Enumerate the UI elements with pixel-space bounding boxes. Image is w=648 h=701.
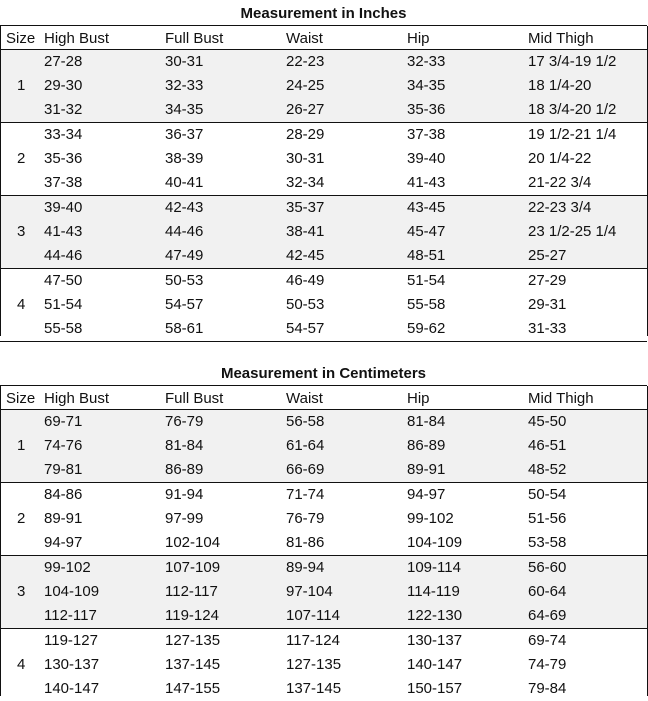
col-header-high-bust: High Bust: [44, 390, 110, 407]
cell-waist: 97-104: [286, 583, 333, 600]
size-value: 1: [17, 77, 26, 94]
size-group: [0, 123, 647, 196]
cell-mid-thigh: 25-27: [528, 247, 567, 264]
cell-high-bust: 119-127: [44, 632, 98, 649]
size-group: [0, 269, 647, 342]
col-header-hip: Hip: [407, 390, 430, 407]
cell-hip: 35-36: [407, 101, 446, 118]
cell-waist: 46-49: [286, 272, 325, 289]
cell-mid-thigh: 18 1/4-20: [528, 77, 592, 94]
cell-waist: 30-31: [286, 150, 325, 167]
size-value: 4: [17, 656, 26, 673]
cell-hip: 32-33: [407, 53, 446, 70]
cell-hip: 59-62: [407, 320, 446, 337]
cell-high-bust: 94-97: [44, 534, 83, 551]
table-row: [0, 147, 647, 171]
table-row: [0, 556, 647, 580]
cell-high-bust: 27-28: [44, 53, 83, 70]
cell-mid-thigh: 22-23 3/4: [528, 199, 592, 216]
table-row: [0, 317, 647, 341]
cell-hip: 122-130: [407, 607, 463, 624]
cell-hip: 130-137: [407, 632, 463, 649]
table-row: [0, 604, 647, 628]
cell-waist: 117-124: [286, 632, 340, 649]
col-header-high-bust: High Bust: [44, 30, 110, 47]
table-row: [0, 171, 647, 195]
cell-hip: 55-58: [407, 296, 446, 313]
cell-high-bust: 35-36: [44, 150, 83, 167]
cell-hip: 109-114: [407, 559, 461, 576]
cell-mid-thigh: 29-31: [528, 296, 567, 313]
cell-mid-thigh: 64-69: [528, 607, 567, 624]
cell-waist: 81-86: [286, 534, 325, 551]
cell-full-bust: 137-145: [165, 656, 221, 673]
cell-hip: 34-35: [407, 77, 446, 94]
cell-mid-thigh: 56-60: [528, 559, 567, 576]
cell-waist: 26-27: [286, 101, 325, 118]
size-value: 2: [17, 510, 26, 527]
cell-mid-thigh: 23 1/2-25 1/4: [528, 223, 617, 240]
cell-mid-thigh: 27-29: [528, 272, 567, 289]
inches-header-row: [0, 26, 647, 50]
cell-high-bust: 37-38: [44, 174, 83, 191]
table-row: [0, 580, 647, 604]
cell-hip: 41-43: [407, 174, 446, 191]
size-group: [0, 629, 647, 701]
cell-waist: 137-145: [286, 680, 342, 697]
cell-full-bust: 38-39: [165, 150, 204, 167]
col-header-mid-thigh: Mid Thigh: [528, 390, 594, 407]
cell-high-bust: 140-147: [44, 680, 100, 697]
cell-mid-thigh: 46-51: [528, 437, 567, 454]
cell-mid-thigh: 18 3/4-20 1/2: [528, 101, 617, 118]
cell-full-bust: 107-109: [165, 559, 221, 576]
table-row: [0, 196, 647, 220]
cell-high-bust: 44-46: [44, 247, 83, 264]
size-group: [0, 483, 647, 556]
col-header-mid-thigh: Mid Thigh: [528, 30, 594, 47]
cell-waist: 38-41: [286, 223, 325, 240]
cell-full-bust: 147-155: [165, 680, 221, 697]
cell-full-bust: 76-79: [165, 413, 204, 430]
cell-full-bust: 47-49: [165, 247, 204, 264]
cell-high-bust: 39-40: [44, 199, 83, 216]
centimeters-header-row: [0, 386, 647, 410]
table-row: [0, 269, 647, 293]
cell-full-bust: 81-84: [165, 437, 204, 454]
cell-waist: 66-69: [286, 461, 325, 478]
cell-full-bust: 127-135: [165, 632, 221, 649]
table-row: [0, 434, 647, 458]
cell-hip: 86-89: [407, 437, 446, 454]
table-row: [0, 123, 647, 147]
size-value: 2: [17, 150, 26, 167]
cell-high-bust: 89-91: [44, 510, 83, 527]
size-value: 1: [17, 437, 26, 454]
cell-mid-thigh: 74-79: [528, 656, 567, 673]
cell-hip: 99-102: [407, 510, 454, 527]
col-header-full-bust: Full Bust: [165, 390, 224, 407]
cell-high-bust: 130-137: [44, 656, 100, 673]
cell-full-bust: 40-41: [165, 174, 204, 191]
cell-full-bust: 42-43: [165, 199, 204, 216]
cell-waist: 28-29: [286, 126, 325, 143]
table-row: [0, 293, 647, 317]
cell-mid-thigh: 20 1/4-22: [528, 150, 592, 167]
cell-high-bust: 51-54: [44, 296, 83, 313]
cell-full-bust: 44-46: [165, 223, 204, 240]
cell-hip: 51-54: [407, 272, 446, 289]
size-group: [0, 556, 647, 629]
cell-hip: 150-157: [407, 680, 463, 697]
cell-waist: 56-58: [286, 413, 325, 430]
cell-mid-thigh: 31-33: [528, 320, 567, 337]
cell-high-bust: 55-58: [44, 320, 83, 337]
centimeters-table-title: Measurement in Centimeters: [0, 360, 647, 386]
cell-high-bust: 33-34: [44, 126, 83, 143]
table-row: [0, 629, 647, 653]
table-row: [0, 50, 647, 74]
cell-hip: 89-91: [407, 461, 446, 478]
cell-hip: 48-51: [407, 247, 446, 264]
cell-mid-thigh: 21-22 3/4: [528, 174, 592, 191]
cell-waist: 32-34: [286, 174, 325, 191]
cell-high-bust: 41-43: [44, 223, 83, 240]
cell-waist: 54-57: [286, 320, 325, 337]
cell-mid-thigh: 60-64: [528, 583, 567, 600]
cell-hip: 45-47: [407, 223, 446, 240]
inches-table-title: Measurement in Inches: [0, 0, 647, 26]
table-row: [0, 531, 647, 555]
table-row: [0, 677, 647, 701]
cell-mid-thigh: 45-50: [528, 413, 567, 430]
cell-mid-thigh: 69-74: [528, 632, 567, 649]
cell-high-bust: 104-109: [44, 583, 100, 600]
col-header-hip: Hip: [407, 30, 430, 47]
cell-high-bust: 47-50: [44, 272, 83, 289]
table-row: [0, 483, 647, 507]
cell-hip: 43-45: [407, 199, 446, 216]
cell-mid-thigh: 17 3/4-19 1/2: [528, 53, 617, 70]
col-header-full-bust: Full Bust: [165, 30, 224, 47]
table-row: [0, 458, 647, 482]
table-row: [0, 244, 647, 268]
cell-full-bust: 50-53: [165, 272, 204, 289]
cell-mid-thigh: 51-56: [528, 510, 567, 527]
cell-mid-thigh: 53-58: [528, 534, 567, 551]
cell-waist: 42-45: [286, 247, 325, 264]
cell-hip: 140-147: [407, 656, 463, 673]
cell-full-bust: 119-124: [165, 607, 219, 624]
cell-full-bust: 30-31: [165, 53, 204, 70]
cell-high-bust: 69-71: [44, 413, 83, 430]
col-header-waist: Waist: [286, 30, 323, 47]
cell-waist: 76-79: [286, 510, 325, 527]
cell-hip: 104-109: [407, 534, 463, 551]
cell-high-bust: 74-76: [44, 437, 83, 454]
cell-high-bust: 79-81: [44, 461, 83, 478]
cell-hip: 114-119: [407, 583, 460, 600]
centimeters-frame-left: [0, 386, 1, 696]
cell-mid-thigh: 79-84: [528, 680, 567, 697]
size-group: [0, 410, 647, 483]
cell-high-bust: 29-30: [44, 77, 83, 94]
cell-waist: 24-25: [286, 77, 325, 94]
table-row: [0, 74, 647, 98]
cell-full-bust: 54-57: [165, 296, 204, 313]
cell-waist: 89-94: [286, 559, 325, 576]
inches-frame-left: [0, 26, 1, 336]
table-row: [0, 98, 647, 122]
cell-waist: 50-53: [286, 296, 325, 313]
cell-waist: 35-37: [286, 199, 325, 216]
cell-hip: 94-97: [407, 486, 446, 503]
cell-high-bust: 99-102: [44, 559, 91, 576]
cell-waist: 71-74: [286, 486, 325, 503]
col-header-waist: Waist: [286, 390, 323, 407]
cell-full-bust: 58-61: [165, 320, 204, 337]
cell-high-bust: 112-117: [44, 607, 97, 624]
cell-high-bust: 31-32: [44, 101, 83, 118]
size-group: [0, 50, 647, 123]
cell-waist: 107-114: [286, 607, 340, 624]
cell-waist: 22-23: [286, 53, 325, 70]
cell-hip: 37-38: [407, 126, 446, 143]
cell-waist: 127-135: [286, 656, 342, 673]
cell-full-bust: 91-94: [165, 486, 204, 503]
table-row: [0, 220, 647, 244]
cell-high-bust: 84-86: [44, 486, 83, 503]
cell-mid-thigh: 50-54: [528, 486, 567, 503]
cell-full-bust: 97-99: [165, 510, 204, 527]
table-row: [0, 410, 647, 434]
cell-full-bust: 112-117: [165, 583, 218, 600]
size-value: 3: [17, 583, 26, 600]
cell-waist: 61-64: [286, 437, 325, 454]
cell-mid-thigh: 48-52: [528, 461, 567, 478]
size-value: 3: [17, 223, 26, 240]
cell-full-bust: 36-37: [165, 126, 204, 143]
cell-full-bust: 32-33: [165, 77, 204, 94]
cell-full-bust: 34-35: [165, 101, 204, 118]
table-row: [0, 653, 647, 677]
size-value: 4: [17, 296, 26, 313]
table-row: [0, 507, 647, 531]
cell-hip: 39-40: [407, 150, 446, 167]
size-group: [0, 196, 647, 269]
cell-full-bust: 102-104: [165, 534, 221, 551]
col-header-size: Size: [6, 390, 36, 407]
cell-hip: 81-84: [407, 413, 446, 430]
inches-table: [0, 0, 647, 342]
cell-full-bust: 86-89: [165, 461, 204, 478]
centimeters-table: [0, 360, 647, 701]
cell-mid-thigh: 19 1/2-21 1/4: [528, 126, 617, 143]
col-header-size: Size: [6, 30, 36, 47]
